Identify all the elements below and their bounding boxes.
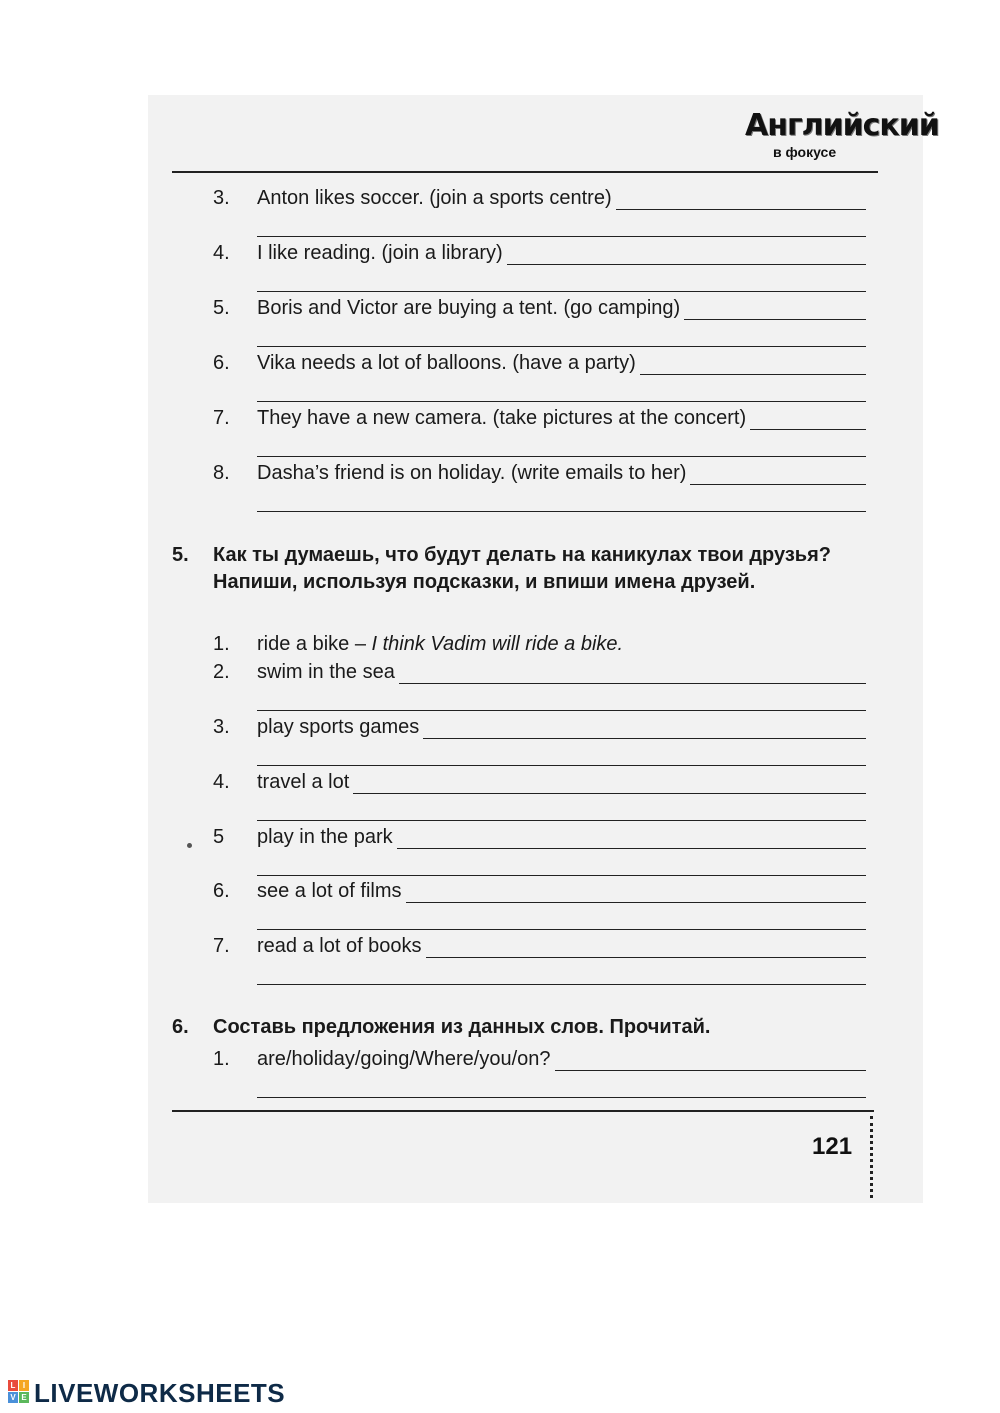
scan-speck	[187, 843, 192, 848]
answer-line[interactable]	[257, 984, 866, 985]
answer-line[interactable]	[257, 236, 866, 237]
ex5-item-6-text: see a lot of films	[257, 880, 402, 902]
ex5-item-3-text: play sports games	[257, 716, 420, 738]
answer-blank[interactable]	[353, 775, 866, 794]
answer-line[interactable]	[257, 765, 866, 766]
ex5-example-prompt: ride a bike –	[257, 633, 372, 655]
answer-line[interactable]	[257, 346, 866, 347]
exercise-6-number: 6.	[172, 1016, 189, 1038]
ex4-item-7-text: They have a new camera. (take pictures at the concert)	[257, 407, 747, 429]
book-logo	[745, 108, 939, 160]
ex5-item-7-text: read a lot of books	[257, 935, 422, 957]
dotted-margin	[870, 1116, 873, 1198]
answer-blank[interactable]	[397, 830, 866, 849]
answer-line[interactable]	[257, 710, 866, 711]
answer-blank[interactable]	[406, 884, 866, 903]
ex5-item-4-text: travel a lot	[257, 771, 350, 793]
ex4-item-5-text: Boris and Victor are buying a tent. (go camping)	[257, 297, 681, 319]
header-rule	[172, 171, 878, 173]
page-number: 121	[812, 1133, 853, 1160]
answer-blank[interactable]	[399, 665, 866, 684]
answer-line[interactable]	[257, 929, 866, 930]
answer-line[interactable]	[257, 1097, 866, 1098]
answer-blank[interactable]	[690, 466, 866, 485]
footer-rule	[172, 1110, 874, 1112]
answer-blank[interactable]	[426, 939, 866, 958]
answer-blank[interactable]	[555, 1052, 866, 1071]
answer-line[interactable]	[257, 820, 866, 821]
liveworksheets-logo-icon: L I V E	[8, 1380, 30, 1404]
logo-subtitle: в фокусе	[773, 144, 837, 160]
ex5-item-2-text: swim in the sea	[257, 661, 395, 683]
exercise-5-number: 5.	[172, 544, 189, 566]
answer-line[interactable]	[257, 456, 866, 457]
answer-blank[interactable]	[507, 246, 866, 265]
ex4-item-6-text: Vika needs a lot of balloons. (have a party)	[257, 352, 636, 374]
ex4-item-4-text: I like reading. (join a library)	[257, 242, 503, 264]
answer-line[interactable]	[257, 291, 866, 292]
ex6-item-1-text: are/holiday/going/Where/you/on?	[257, 1048, 551, 1070]
exercise-5-instruction: Как ты думаешь, что будут делать на каникулах твои друзья? Напиши, используя подсказки, и впиши имена друзей.	[213, 544, 831, 593]
answer-blank[interactable]	[616, 191, 866, 210]
ex4-item-8-text: Dasha’s friend is on holiday. (write emails to her)	[257, 462, 687, 484]
answer-line[interactable]	[257, 875, 866, 876]
answer-blank[interactable]	[423, 720, 866, 739]
ex4-item-3-text: Anton likes soccer. (join a sports centre)	[257, 187, 612, 209]
answer-blank[interactable]	[640, 356, 866, 375]
ex5-example-answer: I think Vadim will ride a bike.	[371, 633, 624, 655]
answer-blank[interactable]	[750, 411, 866, 430]
liveworksheets-wordmark: LIVEWORKSHEETS	[34, 1378, 286, 1408]
logo-title: Английский	[745, 108, 939, 143]
ex5-item-5-text: play in the park	[257, 826, 393, 848]
answer-line[interactable]	[257, 511, 866, 512]
answer-line[interactable]	[257, 401, 866, 402]
answer-blank[interactable]	[684, 301, 866, 320]
exercise-6-instruction: Составь предложения из данных слов. Прочитай.	[213, 1016, 711, 1038]
